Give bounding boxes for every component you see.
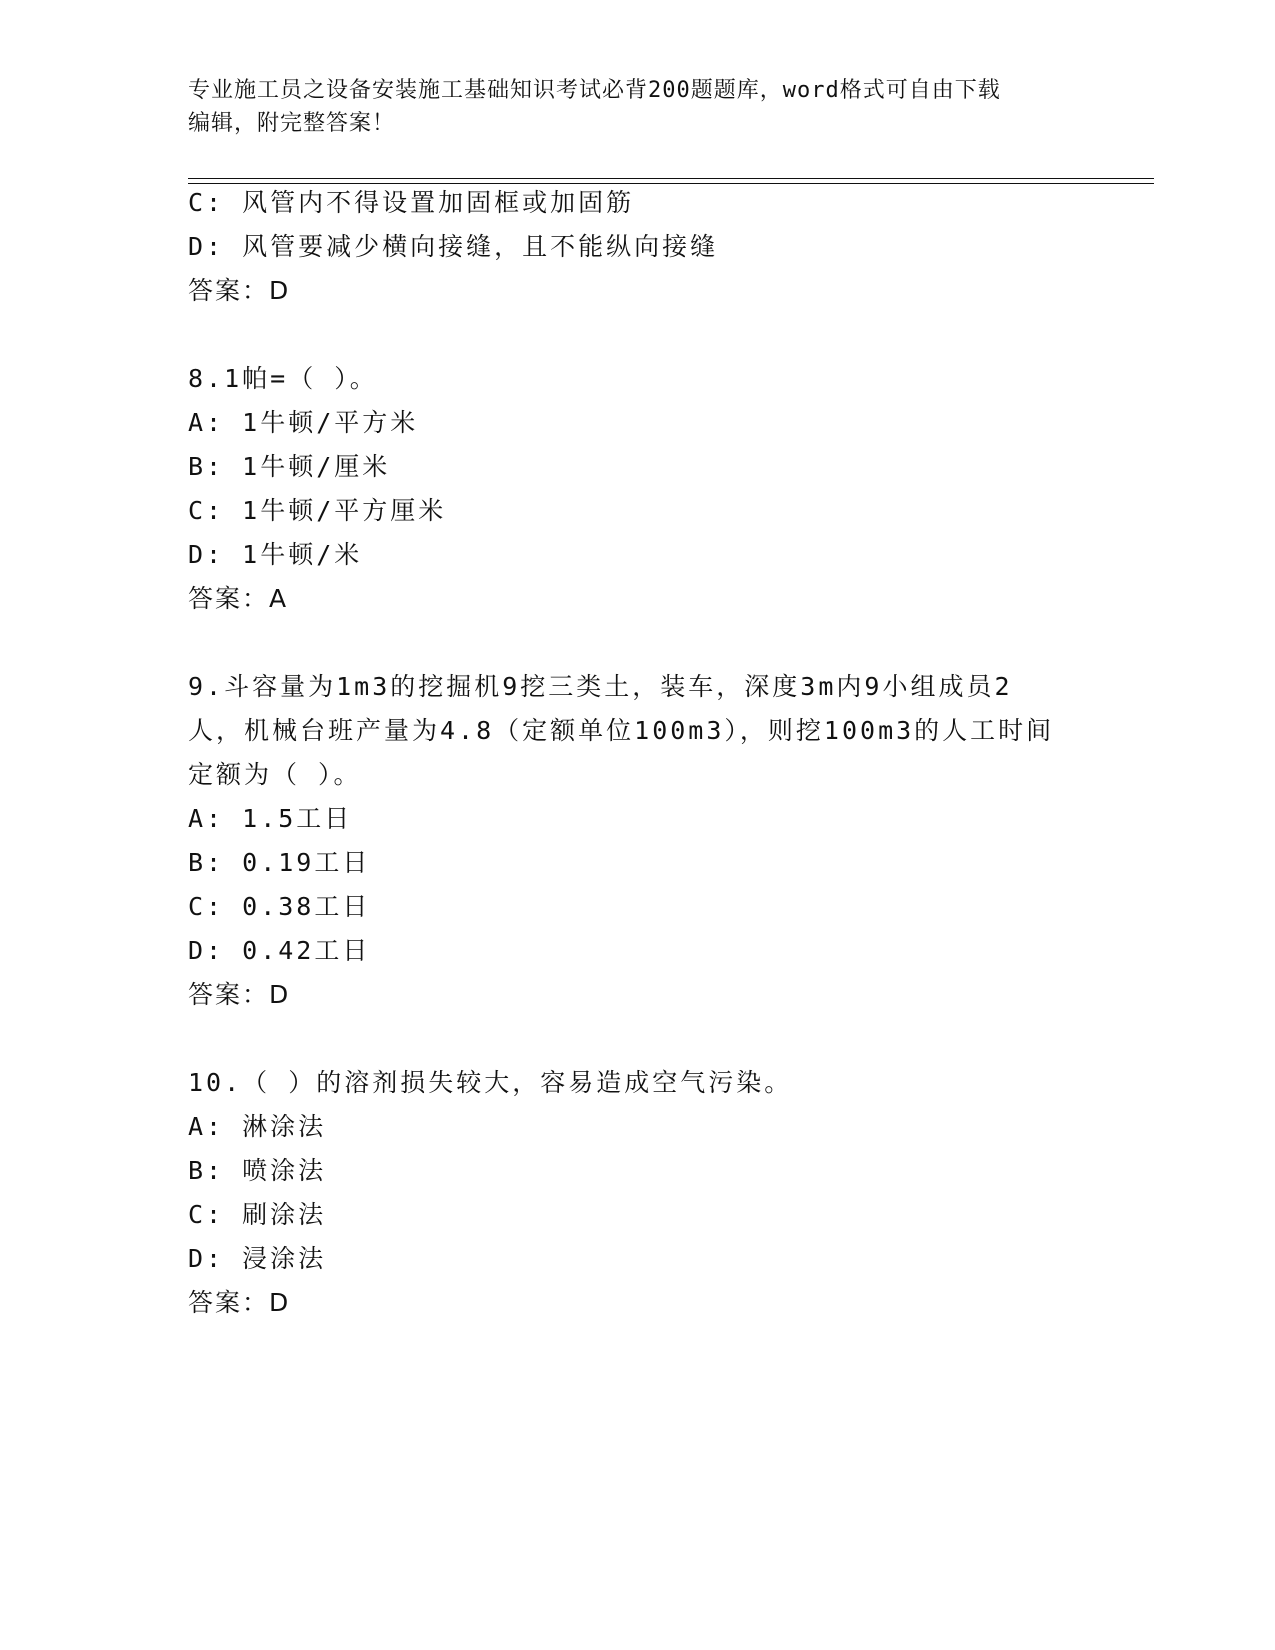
q9-option-c: C: 0.38工日 — [188, 892, 371, 921]
q10-option-a: A: 淋涂法 — [188, 1112, 327, 1141]
q10-option-c: C: 刷涂法 — [188, 1200, 327, 1229]
q8-option-c: C: 1牛顿/平方厘米 — [188, 496, 447, 525]
q8-option-a: A: 1牛顿/平方米 — [188, 408, 419, 437]
header-title-line2: 编辑，附完整答案！ — [188, 111, 396, 136]
q10-option-d: D: 浸涂法 — [188, 1244, 327, 1273]
q9-option-b: B: 0.19工日 — [188, 848, 371, 877]
q10-option-b: B: 喷涂法 — [188, 1156, 327, 1185]
q8-stem: 8.1帕=（ ）。 — [188, 364, 378, 393]
q9-stem-line2: 人，机械台班产量为4.8（定额单位100m3），则挖100m3的人工时间 — [188, 716, 1055, 745]
header-divider-top — [188, 178, 1154, 179]
q9-stem-line1: 9.斗容量为1m3的挖掘机9挖三类土，装车，深度3m内9小组成员2 — [188, 672, 1013, 701]
q10-answer: 答案：D — [188, 1288, 291, 1317]
document-header — [188, 74, 1088, 140]
q8-answer: 答案：A — [188, 584, 289, 613]
q9-stem-line3: 定额为（ ）。 — [188, 760, 362, 789]
q7-answer: 答案：D — [188, 276, 291, 305]
q7-option-d: D: 风管要减少横向接缝，且不能纵向接缝 — [188, 232, 719, 261]
q7-option-c: C: 风管内不得设置加固框或加固筋 — [188, 188, 635, 217]
q9-option-a: A: 1.5工日 — [188, 804, 353, 833]
q10-stem: 10.（ ）的溶剂损失较大，容易造成空气污染。 — [188, 1068, 793, 1097]
header-title-line1: 专业施工员之设备安装施工基础知识考试必背200题题库，word格式可自由下载 — [188, 78, 1001, 103]
q9-option-d: D: 0.42工日 — [188, 936, 371, 965]
q8-option-d: D: 1牛顿/米 — [188, 540, 363, 569]
q9-answer: 答案：D — [188, 980, 291, 1009]
q8-option-b: B: 1牛顿/厘米 — [188, 452, 391, 481]
